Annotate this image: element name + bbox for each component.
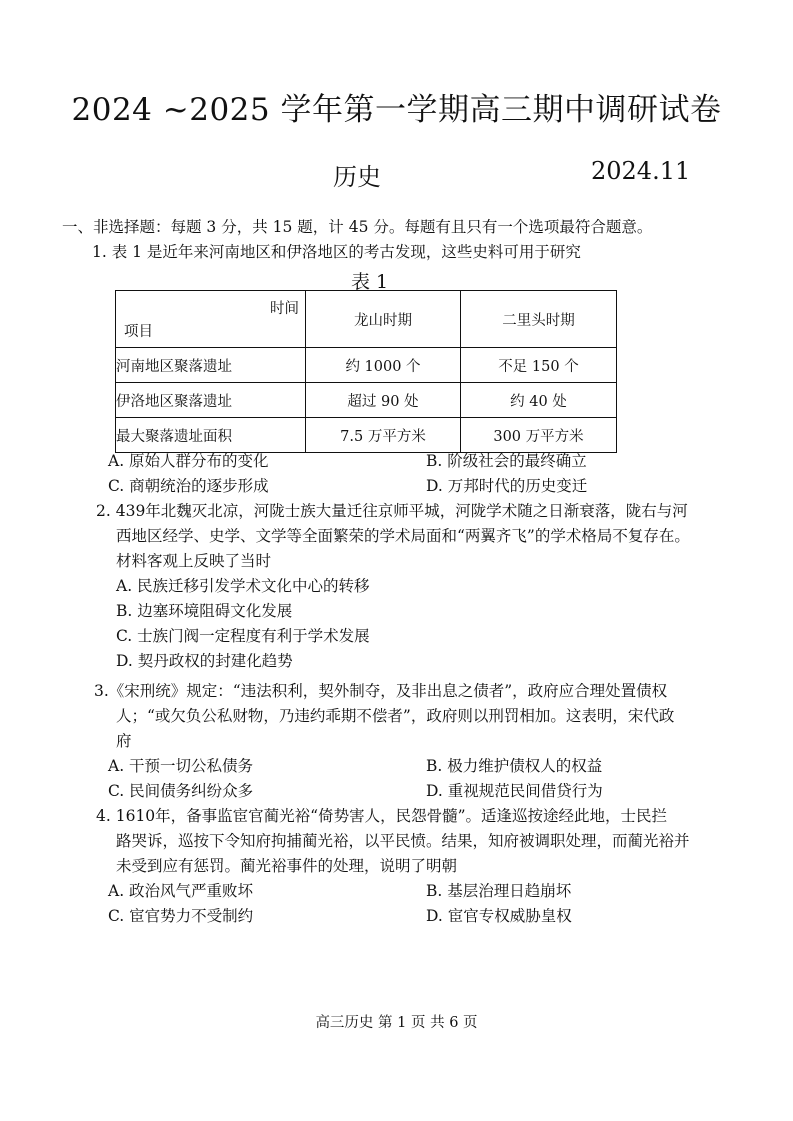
subject-label: 历史 (333, 163, 381, 191)
q1-option-b: B. 阶级社会的最终确立 (426, 452, 587, 470)
header-item: 项目 (124, 324, 153, 340)
q2-option-c: C. 士族门阀一定程度有利于学术发展 (116, 627, 370, 645)
table-title: 表 1 (351, 271, 389, 293)
q2-line-2: 西地区经学、史学、文学等全面繁荣的学术局面和“两翼齐飞”的学术格局不复存在。 (116, 527, 690, 545)
q3-option-a: A. 干预一切公私债务 (108, 757, 254, 775)
q3-option-c: C. 民间债务纠纷众多 (108, 782, 254, 800)
row-value-longshan: 约 1000 个 (306, 348, 461, 383)
row-value-erlitou: 约 40 处 (461, 383, 617, 418)
row-value-erlitou: 300 万平方米 (461, 418, 617, 453)
q1-option-d: D. 万邦时代的历史变迁 (426, 477, 588, 495)
q3-line-1: 3.《宋刑统》规定：“违法积利，契外制夺，及非出息之债者”，政府应合理处置债权 (94, 682, 668, 700)
q2-line-3: 材料客观上反映了当时 (116, 552, 272, 570)
exam-title: 2024 ~2025 学年第一学期高三期中调研试卷 (71, 92, 722, 128)
q3-option-b: B. 极力维护债权人的权益 (426, 757, 603, 775)
q4-option-d: D. 宦官专权威胁皇权 (426, 907, 572, 925)
q2-option-b: B. 边塞环境阻碍文化发展 (116, 602, 293, 620)
table-row (116, 348, 617, 383)
table-row (116, 383, 617, 418)
header-longshan: 龙山时期 (306, 291, 461, 348)
row-value-erlitou: 不足 150 个 (461, 348, 617, 383)
q4-line-3: 未受到应有惩罚。蔺光裕事件的处理，说明了明朝 (116, 857, 458, 875)
q1-option-a: A. 原始人群分布的变化 (108, 452, 269, 470)
row-label: 最大聚落遗址面积 (116, 418, 306, 453)
section-instructions: 一、非选择题：每题 3 分，共 15 题，计 45 分。每题有且只有一个选项最符合题意。 (62, 218, 653, 236)
q3-option-d: D. 重视规范民间借贷行为 (426, 782, 603, 800)
q2-option-a: A. 民族迁移引发学术文化中心的转移 (116, 577, 370, 595)
table-corner-cell (116, 291, 306, 348)
q4-option-a: A. 政治风气严重败坏 (108, 882, 254, 900)
q4-line-2: 路哭诉，巡按下令知府拘捕蔺光裕，以平民愤。结果，知府被调职处理，而蔺光裕并 (116, 832, 690, 850)
exam-date: 2024.11 (591, 157, 691, 185)
header-time: 时间 (270, 301, 299, 317)
table-row (116, 418, 617, 453)
q4-line-1: 4. 1610年，备事监宦官蔺光裕“倚势害人，民怨骨髓”。适逢巡按途经此地，士民拦 (96, 807, 668, 825)
row-label: 河南地区聚落遗址 (116, 348, 306, 383)
archaeology-table (115, 290, 617, 453)
q2-option-d: D. 契丹政权的封建化趋势 (116, 652, 293, 670)
q4-option-b: B. 基层治理日趋崩坏 (426, 882, 572, 900)
q4-option-c: C. 宦官势力不受制约 (108, 907, 254, 925)
row-value-longshan: 7.5 万平方米 (306, 418, 461, 453)
q2-line-1: 2. 439年北魏灭北凉，河陇士族大量迁往京师平城，河陇学术随之日渐衰落，陇右与河 (96, 502, 688, 520)
q3-line-2: 人；“或欠负公私财物，乃违约乖期不偿者”，政府则以刑罚相加。这表明，宋代政 (116, 707, 675, 725)
q1-stem: 1. 表 1 是近年来河南地区和伊洛地区的考古发现，这些史料可用于研究 (92, 243, 581, 261)
page-footer: 高三历史 第 1 页 共 6 页 (315, 1015, 478, 1031)
q3-line-3: 府 (116, 732, 132, 750)
row-label: 伊洛地区聚落遗址 (116, 383, 306, 418)
header-erlitou: 二里头时期 (461, 291, 617, 348)
table-header-row (116, 291, 617, 348)
row-value-longshan: 超过 90 处 (306, 383, 461, 418)
q1-option-c: C. 商朝统治的逐步形成 (108, 477, 269, 495)
